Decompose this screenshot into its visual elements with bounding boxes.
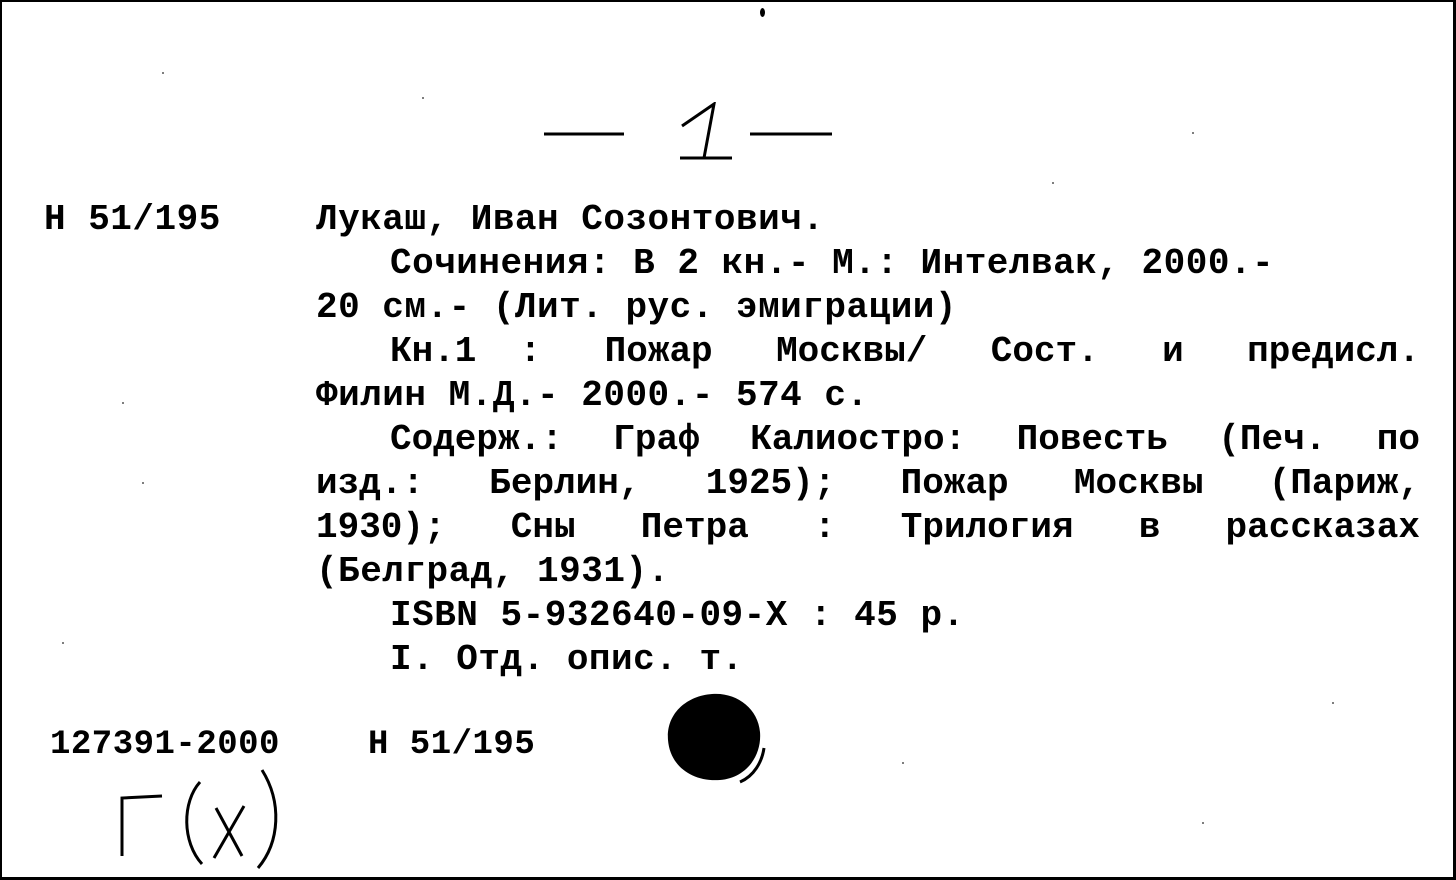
volume-statement: [390, 331, 1420, 372]
scan-speck: [1332, 702, 1334, 704]
author-heading: Лукаш, Иван Созонтович.: [316, 199, 825, 240]
scan-speck: [122, 402, 124, 404]
contents-note-line-3: [316, 507, 1420, 548]
scan-speck: [62, 642, 64, 644]
contents-word: Повесть: [1016, 419, 1168, 460]
title-statement: Сочинения: В 2 кн.- М.: Интелвак, 2000.-: [390, 243, 1275, 284]
contents-word: по: [1376, 419, 1420, 460]
volume-word: Кн.1 :: [390, 331, 542, 372]
shelfmark: Н 51/195: [44, 199, 221, 240]
contents-word: рассказах: [1225, 507, 1420, 548]
scan-speck: [142, 482, 144, 484]
scan-speck: [1052, 182, 1054, 184]
contents-word: (Печ.: [1218, 419, 1327, 460]
contents-word: изд.:: [316, 463, 425, 504]
shelfmark-footer: Н 51/195: [368, 726, 536, 764]
contents-word: Пожар: [900, 463, 1009, 504]
contents-word: Сны: [510, 507, 576, 548]
contents-word: Берлин,: [489, 463, 641, 504]
contents-word: в: [1138, 507, 1161, 548]
scan-speck: [1202, 822, 1204, 824]
volume-word: и: [1162, 331, 1184, 372]
contents-word: Граф: [613, 419, 700, 460]
scan-speck: [1192, 132, 1194, 134]
contents-word: (Париж,: [1268, 463, 1420, 504]
volume-statement-continued: Филин М.Д.- 2000.- 574 с.: [316, 375, 869, 416]
contents-word: Трилогия: [900, 507, 1074, 548]
contents-note: [390, 419, 1420, 460]
isbn-price: ISBN 5-932640-09-X : 45 р.: [390, 595, 965, 636]
contents-word: :: [813, 507, 836, 548]
scan-speck: [760, 8, 765, 17]
title-statement-continued: 20 см.- (Лит. рус. эмиграции): [316, 287, 958, 328]
contents-note-line-4: (Белград, 1931).: [316, 551, 670, 592]
tracing: I. Отд. опис. т.: [390, 639, 744, 680]
contents-word: 1930);: [316, 507, 446, 548]
contents-word: Петра: [640, 507, 749, 548]
volume-word: Пожар: [604, 331, 713, 372]
contents-word: Москвы: [1073, 463, 1204, 504]
accession-number: 127391-2000: [50, 726, 280, 764]
scan-speck: [902, 762, 904, 764]
volume-word: предисл.: [1247, 331, 1420, 372]
volume-word: Сост.: [990, 331, 1099, 372]
contents-word: Калиостро:: [750, 419, 967, 460]
punch-hole-blot: [662, 690, 768, 786]
scan-speck: [162, 72, 164, 74]
contents-note-line-2: [316, 463, 1420, 504]
contents-word: Содерж.:: [390, 419, 563, 460]
contents-word: 1925);: [705, 463, 836, 504]
card-number-dashes: [542, 102, 842, 172]
handwritten-note: [112, 762, 292, 872]
scan-speck: [422, 97, 424, 99]
volume-word: Москвы/: [776, 331, 928, 372]
